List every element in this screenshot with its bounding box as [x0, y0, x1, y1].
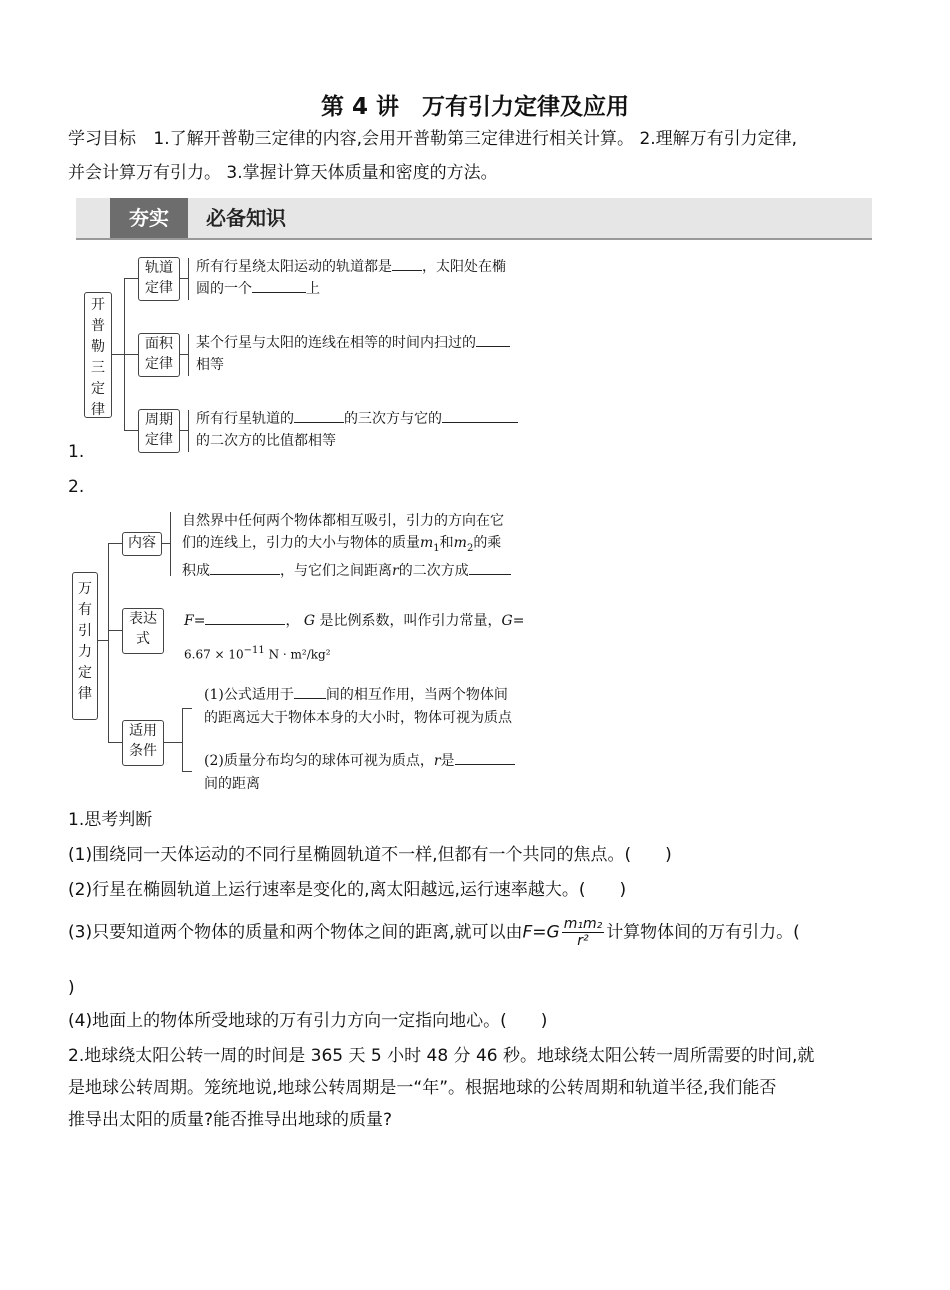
text: 的距离远大于物体本身的大小时，物体可视为质点 — [204, 710, 512, 726]
answer-blank — [455, 750, 515, 765]
period-law-box — [138, 409, 180, 453]
text: N · m²/kg² — [264, 647, 331, 662]
text: r — [433, 753, 441, 769]
area-law-label: 面积 — [145, 336, 173, 352]
text: 是比例系数，叫作引力常量， — [319, 613, 502, 629]
connector — [108, 543, 109, 742]
connector — [188, 258, 189, 300]
text: 计算物体间的万有引力。( — [606, 922, 800, 943]
fraction — [562, 916, 605, 949]
text: 相等 — [196, 357, 224, 373]
text: (2)质量分布均匀的球体可视为质点， — [204, 753, 434, 769]
item-number: 1. — [68, 442, 85, 462]
text: 和 — [439, 535, 454, 551]
text: 积成 — [182, 562, 210, 579]
banner-tag: 夯实 — [110, 198, 188, 238]
expr-text — [184, 606, 564, 670]
kepler-root-char: 三 — [91, 360, 105, 376]
text: 的三次方与它的 — [344, 411, 442, 427]
think-heading: 1.思考判断 — [68, 810, 153, 830]
kepler-root-char: 普 — [91, 318, 105, 334]
text: 所有行星绕太阳运动的轨道都是 — [196, 259, 392, 275]
text: 的乘 — [473, 535, 502, 551]
area-law-label: 定律 — [145, 356, 173, 372]
area-law-text — [196, 332, 576, 376]
answer-blank — [294, 684, 326, 699]
section-banner — [76, 198, 872, 240]
text: 某个行星与太阳的连线在相等的时间内扫过的 — [196, 335, 476, 351]
denominator: r² — [577, 933, 589, 949]
connector — [124, 278, 138, 279]
goal-2-cont: 并会计算万有引力。 — [68, 163, 221, 183]
text: F= — [184, 613, 206, 629]
answer-blank — [469, 560, 511, 575]
text: 的二次方成 — [398, 562, 469, 579]
text: 1 — [433, 542, 440, 554]
text: 所有行星轨道的 — [196, 411, 294, 427]
text: m — [453, 535, 467, 551]
question-2: (2)行星在椭圆轨道上运行速率是变化的,离太阳越远,运行速率越大。( ) — [68, 880, 627, 900]
gravity-root-char: 定 — [78, 665, 92, 681]
connector — [108, 543, 122, 544]
text: 圆的一个 — [196, 281, 252, 297]
learning-goals — [68, 122, 888, 190]
answer-blank — [442, 408, 518, 423]
goal-3: 3.掌握计算天体质量和密度的方法。 — [226, 163, 498, 183]
text: 自然界中任何两个物体都相互吸引，引力的方向在它 — [182, 513, 504, 529]
connector — [111, 354, 125, 355]
text: 间的相互作用，当两个物体间 — [325, 687, 508, 703]
text: −11 — [243, 645, 265, 656]
answer-blank — [392, 256, 422, 271]
period-law-label: 周期 — [145, 412, 173, 428]
answer-blank — [476, 332, 510, 347]
answer-blank — [210, 560, 280, 575]
text: 推导出太阳的质量?能否推导出地球的质量? — [68, 1110, 393, 1130]
text: 间的距离 — [204, 776, 260, 792]
kepler-root-char: 定 — [91, 381, 105, 397]
kepler-root-char: 律 — [91, 402, 105, 418]
text: 是 — [440, 753, 455, 769]
orbit-law-text — [196, 256, 576, 300]
connector — [182, 708, 183, 772]
numerator: m₁m₂ — [563, 916, 603, 932]
text: (3)只要知道两个物体的质量和两个物体之间的距离,就可以由 — [68, 922, 523, 943]
banner-heading: 必备知识 — [206, 206, 286, 230]
text: 的二次方的比值都相等 — [196, 433, 336, 449]
connector — [182, 771, 192, 772]
text: F=G — [522, 922, 560, 943]
text: G — [303, 613, 316, 629]
expr-label: 表达 — [129, 611, 157, 627]
question-4: (4)地面上的物体所受地球的万有引力方向一定指向地心。( ) — [68, 1011, 548, 1031]
answer-blank — [205, 610, 285, 625]
connector — [163, 742, 183, 743]
cond-text-2 — [204, 750, 584, 796]
question-2-block — [68, 1040, 898, 1136]
content-label: 内容 — [128, 535, 156, 551]
connector — [170, 512, 171, 576]
area-law-box — [138, 333, 180, 377]
cond-text-1 — [204, 684, 584, 730]
orbit-law-label: 轨道 — [145, 260, 173, 276]
content-box — [122, 532, 162, 556]
question-1: (1)围绕同一天体运动的不同行星椭圆轨道不一样,但都有一个共同的焦点。( ) — [68, 845, 672, 865]
text: 们的连线上，引力的大小与物体的质量 — [182, 535, 420, 551]
text: G= — [501, 613, 525, 629]
text: 2 — [466, 542, 474, 554]
page-title: 第 4 讲 万有引力定律及应用 — [320, 94, 630, 120]
text: 上 — [306, 281, 320, 297]
text: 2.地球绕太阳公转一周的时间是 365 天 5 小时 48 分 46 秒。地球绕太阳公转一周所需要的时间,就 — [68, 1046, 815, 1066]
text: (1)公式适用于 — [204, 687, 294, 703]
cond-box — [122, 720, 164, 766]
question-3 — [68, 916, 898, 949]
question-3-end: ) — [68, 978, 75, 998]
gravity-root-char: 律 — [78, 686, 92, 702]
period-law-label: 定律 — [145, 432, 173, 448]
answer-blank — [294, 408, 344, 423]
text: 6.67 × 10 — [184, 647, 244, 662]
expr-label: 式 — [136, 631, 150, 647]
text: 是地球公转周期。笼统地说,地球公转周期是一“年”。根据地球的公转周期和轨道半径,我们能否 — [68, 1078, 777, 1098]
cond-label: 适用 — [129, 723, 157, 739]
connector — [188, 334, 189, 376]
gravity-root-char: 万 — [78, 581, 92, 597]
gravity-root-char: 力 — [78, 644, 92, 660]
gravity-root-box — [72, 572, 98, 720]
connector — [182, 708, 192, 709]
kepler-root-box — [84, 292, 112, 418]
text: ，太阳处在椭 — [422, 259, 506, 275]
cond-label: 条件 — [129, 743, 157, 759]
gravity-root-char: 有 — [78, 602, 92, 618]
connector — [108, 630, 122, 631]
connector — [124, 430, 138, 431]
orbit-law-label: 定律 — [145, 280, 173, 296]
period-law-text — [196, 408, 576, 452]
gravity-root-char: 引 — [78, 623, 92, 639]
expr-box — [122, 608, 164, 654]
text: ，与它们之间距离 — [280, 562, 392, 579]
connector — [108, 742, 122, 743]
text: m — [420, 535, 434, 551]
connector — [188, 410, 189, 452]
text: ， — [285, 613, 300, 629]
orbit-law-box — [138, 257, 180, 301]
kepler-root-char: 勒 — [91, 339, 105, 355]
goal-2: 2.理解万有引力定律, — [639, 129, 798, 149]
connector — [124, 354, 138, 355]
item-number: 2. — [68, 477, 85, 497]
answer-blank — [252, 278, 306, 293]
kepler-root-char: 开 — [91, 297, 105, 313]
content-text — [182, 510, 562, 582]
text: r — [392, 562, 399, 579]
goal-1: 1.了解开普勒三定律的内容,会用开普勒第三定律进行相关计算。 — [153, 129, 635, 149]
goals-label: 学习目标 — [68, 129, 136, 149]
